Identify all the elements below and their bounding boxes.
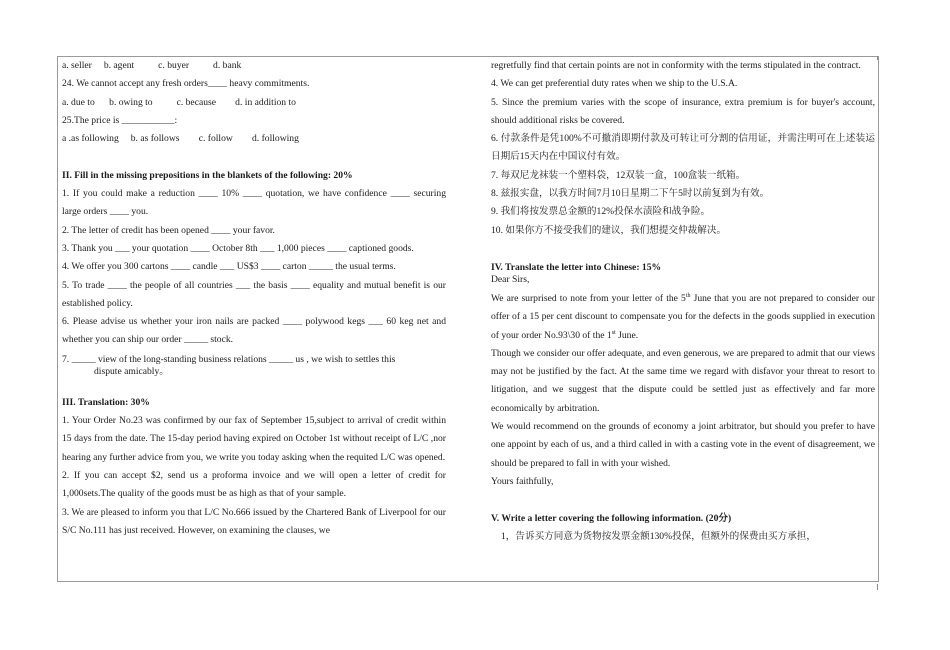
section4-title: IV. Translate the letter into Chinese: 15% <box>491 261 662 273</box>
section3-item: 2. If you can accept $2, send us a proforma invoice and we will open a letter of credit for 1,000sets.The quality of the goods must be as high as that of your sample. <box>62 469 446 500</box>
section3-item: 10. 如果你方不接受我们的建议，我们想提交仲裁解决。 <box>491 224 727 236</box>
q24-options: a. due to b. owing to c. because d. in addition to <box>62 96 296 108</box>
q23-options: a. seller b. agent c. buyer d. bank <box>62 60 242 71</box>
section3-item: 1. Your Order No.23 was confirmed by our fax of September 15,subject to arrival of credit within 15 days from the date. The 15-day period having expired on October 1st without receipt of L/C ,nor hearing any further advice from you, we write you today asking when the requited L/C was opened. <box>62 415 446 463</box>
section2-item-7 <box>62 354 446 378</box>
section2-item: 6. Please advise us whether your iron nails are packed ____ polywood kegs ___ 60 keg net and whether you can ship our order _____ stock. <box>62 316 446 346</box>
section3-item: 8. 兹报实盘，以我方时间7月10日星期二下午5时以前复到为有效。 <box>491 188 770 200</box>
section3-item: 5. Since the premium varies with the scope of insurance, extra premium is for buyer's account, should additional risks be covered. <box>491 96 875 126</box>
q24-text: 24. We cannot accept any fresh orders____ heavy commitments. <box>62 78 310 90</box>
section2-item-7-line2: dispute amicably。 <box>94 365 169 377</box>
letter-paragraph-1: We are surprised to note from your letter of the 5th June that you are not prepared to consider our offer of a 15 per cent discount to compensate you for the defects in the goods supplied in execution of your order No.93\30 of the 1st June. <box>491 292 876 341</box>
section3-continuation: regretfully find that certain points are not in conformity with the terms stipulated in the contract. <box>491 60 861 71</box>
letter-paragraph-3: We would recommend on the grounds of economy a joint arbitrator, but should you prefer to have one appoint by each of us, and a third called in with a casting vote in the event of disagreement, we should be prepared to fall in with your wished. <box>491 421 875 469</box>
section2-title: II. Fill in the missing prepositions in the blankets of the following: 20% <box>62 169 353 181</box>
section2-item: 3. Thank you ___ your quotation ____ October 8th ___ 1,000 pieces ____ captioned goods. <box>62 242 414 254</box>
section5-item: 1，告诉买方同意为货物按发票金额130%投保，但额外的保费由买方承担， <box>501 530 816 542</box>
letter-closing: Yours faithfully, <box>491 475 554 487</box>
q25-text: 25.The price is ___________: <box>62 114 178 126</box>
section3-item: 6. 付款条件是凭100%不可撤消即期付款及可转让可分割的信用证，并需注明可在上述装运日期后15天内在中国议付有效。 <box>491 133 875 163</box>
section2-item-7-line1: 7. _____ view of the long-standing business relations _____ us , we wish to settles this <box>62 353 396 365</box>
section5-title: V. Write a letter covering the following information. (20分) <box>491 512 732 524</box>
section3-item: 4. We can get preferential duty rates when we ship to the U.S.A. <box>491 78 738 90</box>
salutation: Dear Sirs, <box>491 273 530 285</box>
section3-item: 7. 每双尼龙袜装一个塑料袋，12双装一盒，100盒装一纸箱。 <box>491 169 746 181</box>
border-tick <box>877 584 878 590</box>
right-column <box>491 57 875 546</box>
q25-options: a .as following b. as follows c. follow d. following <box>62 133 299 145</box>
section3-item: 3. We are pleased to inform you that L/C No.666 issued by the Chartered Bank of Liverpool for our S/C No.111 has just received. However, on examining the clauses, we <box>62 506 446 536</box>
section2-item: 5. To trade ____ the people of all countries ___ the basis ____ equality and mutual benefit is our established policy. <box>62 279 446 309</box>
section2-item: 4. We offer you 300 cartons ____ candle ___ US$3 ____ carton _____ the usual terms. <box>62 261 396 273</box>
section3-title: III. Translation: 30% <box>62 396 150 408</box>
section2-item: 2. The letter of credit has been opened ____ your favor. <box>62 224 275 236</box>
left-column <box>62 57 446 540</box>
section3-item: 9. 我们将按发票总金额的12%投保水渍险和战争险。 <box>491 206 711 218</box>
section2-item: 1. If you could make a reduction ____ 10% ____ quotation, we have confidence ____ securing large orders ____ you. <box>62 188 446 218</box>
border-tick <box>877 56 878 60</box>
letter-paragraph-2: Though we consider our offer adequate, and even generous, we are prepared to admit that our views may not be justified by the fact. At the same time we regard with disfavor your threat to resort to litigation, and we suggest that the dispute could be settled just as effectively and far more economically by arbitration. <box>491 347 875 414</box>
